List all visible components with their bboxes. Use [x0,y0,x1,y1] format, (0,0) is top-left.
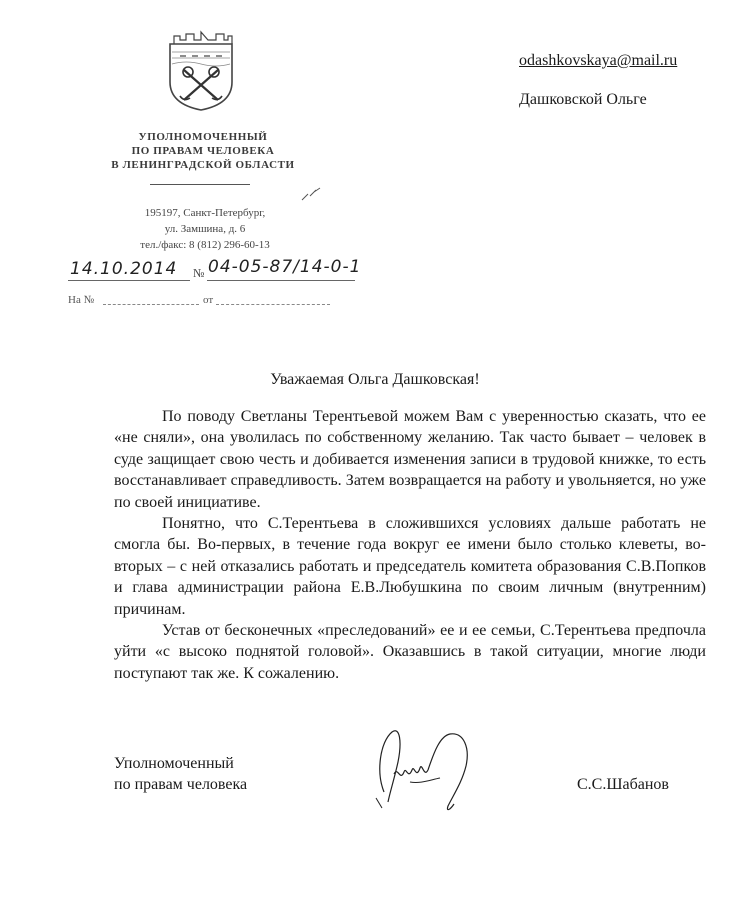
address-line: тел./факс: 8 (812) 296-60-13 [140,239,270,251]
reference-date-blank [216,304,330,305]
coat-of-arms-emblem [166,30,236,112]
signatory-title [114,753,247,795]
address-line: ул. Замшина, д. 6 [164,223,246,235]
org-title-line: В ЛЕНИНГРАДСКОЙ ОБЛАСТИ [111,159,295,171]
organization-address [100,205,310,253]
body-paragraph: Понятно, что С.Терентьева в сложившихся условиях дальше работать не смогла бы. Во-первых, в течение года вокруг ее имени было столько клеветы, во-вторых – с ней отказались работать и председатель комитета образования С.В.Попков и глава администрации района Е.В.Любушкина по своим личным (внутренним) причинам. [114,515,706,618]
signatory-name: С.С.Шабанов [577,776,669,793]
handwritten-mark [300,186,322,202]
outgoing-number: 04-05-87/14-0-1 [208,257,362,277]
body-paragraph: Устав от бесконечных «преследований» ее и ее семьи, С.Терентьева предпочла уйти «с высоко поднятой головой». Оказавшись в такой ситуации, многие люди поступают так же. К сожалению. [114,622,706,682]
org-title-line: УПОЛНОМОЧЕННЫЙ [138,131,268,143]
recipient-email[interactable]: odashkovskaya@mail.ru [519,52,678,69]
address-line: 195197, Санкт-Петербург, [144,207,266,219]
organization-title [88,130,318,172]
signatory-title-line: Уполномоченный [114,755,234,772]
salutation: Уважаемая Ольга Дашковская! [270,371,480,388]
letter-body [114,406,706,684]
reference-date-label: от [203,294,214,306]
number-underline [207,280,355,281]
body-paragraph: По поводу Светланы Терентьевой можем Вам с уверенностью сказать, что ее «не сняли», она уволилась по собственному желанию. Так часто бывает – человек в суде защищает свою честь и добивается изменения записи в трудовой книжке, то есть восстанавливает справедливость. Затем возвращается на работу и увольняется, но уже по своей инициативе. [114,408,706,511]
reference-number-blank [103,304,199,305]
outgoing-date: 14.10.2014 [70,259,178,279]
reference-number-label: На № [68,294,95,306]
date-underline [68,280,190,281]
number-label: № [193,266,205,280]
signatory-title-line: по правам человека [114,776,248,793]
org-title-line: ПО ПРАВАМ ЧЕЛОВЕКА [131,145,275,157]
header-divider [150,184,250,185]
handwritten-signature [370,722,485,814]
recipient-name: Дашковской Ольге [519,91,647,108]
